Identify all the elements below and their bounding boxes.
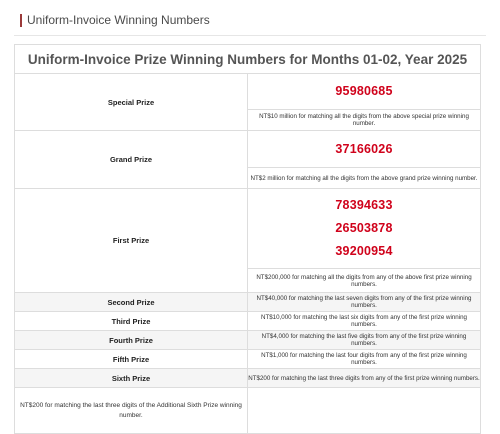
page-heading bbox=[20, 13, 210, 27]
grand-prize-description: NT$2 million for matching all the digits from the above grand prize winning number. bbox=[248, 168, 481, 189]
sixth-prize-description: NT$200 for matching the last three digits from any of the first prize winning numbers. bbox=[248, 369, 481, 388]
winning-number: 37166026 bbox=[335, 141, 393, 156]
additional-sixth-prize-numbers bbox=[248, 388, 481, 434]
table-row bbox=[15, 350, 481, 369]
second-prize-label: Second Prize bbox=[15, 293, 248, 312]
winning-number: 95980685 bbox=[335, 84, 393, 98]
third-prize-description: NT$10,000 for matching the last six digits from any of the first prize winning numbers. bbox=[248, 312, 481, 331]
table-row bbox=[15, 388, 481, 434]
second-prize-description: NT$40,000 for matching the last seven digits from any of the first prize winning numbers. bbox=[248, 293, 481, 312]
special-prize-description: NT$10 million for matching all the digits from the above special prize winning number. bbox=[248, 110, 481, 131]
table-row bbox=[15, 331, 481, 350]
first-prize-numbers bbox=[248, 189, 481, 269]
fourth-prize-label: Fourth Prize bbox=[15, 331, 248, 350]
fifth-prize-description: NT$1,000 for matching the last four digits from any of the first prize winning numbers. bbox=[248, 350, 481, 369]
winning-number: 78394633 bbox=[335, 198, 393, 212]
additional-sixth-prize-note: NT$200 for matching the last three digits of the Additional Sixth Prize winning number. bbox=[15, 388, 248, 434]
fifth-prize-label: Fifth Prize bbox=[15, 350, 248, 369]
grand-prize-number bbox=[248, 131, 481, 168]
table-row bbox=[15, 369, 481, 388]
sixth-prize-label: Sixth Prize bbox=[15, 369, 248, 388]
prize-table bbox=[14, 44, 481, 434]
winning-number: 26503878 bbox=[335, 221, 393, 235]
table-row bbox=[15, 312, 481, 331]
first-prize-label: First Prize bbox=[15, 189, 248, 293]
table-caption: Uniform-Invoice Prize Winning Numbers for Months 01-02, Year 2025 bbox=[15, 45, 481, 74]
page-title: Uniform-Invoice Winning Numbers bbox=[27, 13, 210, 27]
third-prize-label: Third Prize bbox=[15, 312, 248, 331]
special-prize-number bbox=[248, 74, 481, 110]
heading-accent-bar bbox=[20, 14, 22, 27]
heading-divider bbox=[14, 35, 486, 36]
table-row bbox=[15, 293, 481, 312]
special-prize-label: Special Prize bbox=[15, 74, 248, 131]
fourth-prize-description: NT$4,000 for matching the last five digits from any of the first prize winning numbers. bbox=[248, 331, 481, 350]
first-prize-description: NT$200,000 for matching all the digits from any of the above first prize winning numbers. bbox=[248, 269, 481, 293]
winning-number: 39200954 bbox=[335, 244, 393, 258]
grand-prize-label: Grand Prize bbox=[15, 131, 248, 189]
